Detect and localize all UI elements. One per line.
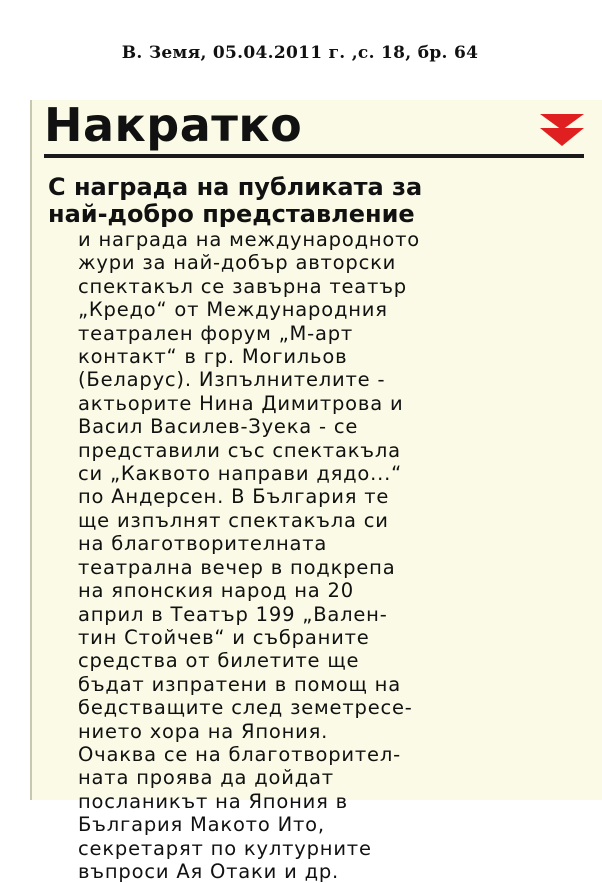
body-line: жури за най-добър авторски	[78, 251, 397, 275]
body-line: ната проява да дойдат	[78, 766, 334, 790]
body-line: и награда на международното	[78, 228, 421, 251]
body-line: ще изпълнят спектакъла си	[78, 508, 389, 532]
body-line: секретарят по културните	[78, 836, 372, 860]
double-chevron-down-icon	[540, 114, 584, 150]
newspaper-clipping	[30, 98, 602, 883]
source-citation: В. Земя, 05.04.2011 г. ,с. 18, бр. 64	[121, 43, 479, 63]
body-line: бедстващите след земетресе-	[78, 696, 413, 720]
body-line: средства от билетите ще	[78, 649, 360, 673]
body-line: на благотворителната	[78, 532, 328, 556]
body-line: контакт“ в гр. Могильов	[78, 345, 348, 369]
body-line: април в Театър 199 „Вален-	[78, 602, 388, 626]
section-masthead	[44, 98, 584, 158]
article-headline	[48, 174, 578, 228]
body-line: театрален форум „М-арт	[78, 321, 354, 345]
body-line: театрална вечер в подкрепа	[78, 555, 396, 579]
article-body	[78, 228, 588, 883]
body-line: „Кредо“ от Международния	[78, 298, 388, 322]
body-line: актьорите Нина Димитрова и	[78, 391, 404, 415]
body-line: въпроси Ая Отаки и др.	[78, 859, 340, 883]
body-line: си „Каквото направи дядо...“	[78, 462, 403, 486]
body-line: Очаква се на благотворител-	[78, 742, 401, 766]
body-line: бъдат изпратени в помощ на	[78, 672, 401, 696]
body-line: България Макото Ито,	[78, 813, 325, 837]
body-line: на японския народ на 20	[78, 579, 354, 603]
body-line: по Андерсен. В България те	[78, 485, 390, 509]
headline-line: С награда на публиката за	[48, 173, 423, 201]
body-line: нието хора на Япония.	[78, 719, 329, 743]
body-line: спектакъл се завърна театър	[78, 274, 407, 298]
body-line: тин Стойчев“ и събраните	[78, 625, 370, 649]
section-title: Накратко	[44, 98, 303, 152]
body-line: Васил Василев-Зуека - се	[78, 415, 359, 439]
headline-line: най-добро представление	[48, 200, 415, 228]
body-line: (Беларус). Изпълнителите -	[78, 368, 386, 392]
body-line: представили със спектакъла	[78, 438, 401, 462]
body-line: посланикът на Япония в	[78, 789, 348, 813]
